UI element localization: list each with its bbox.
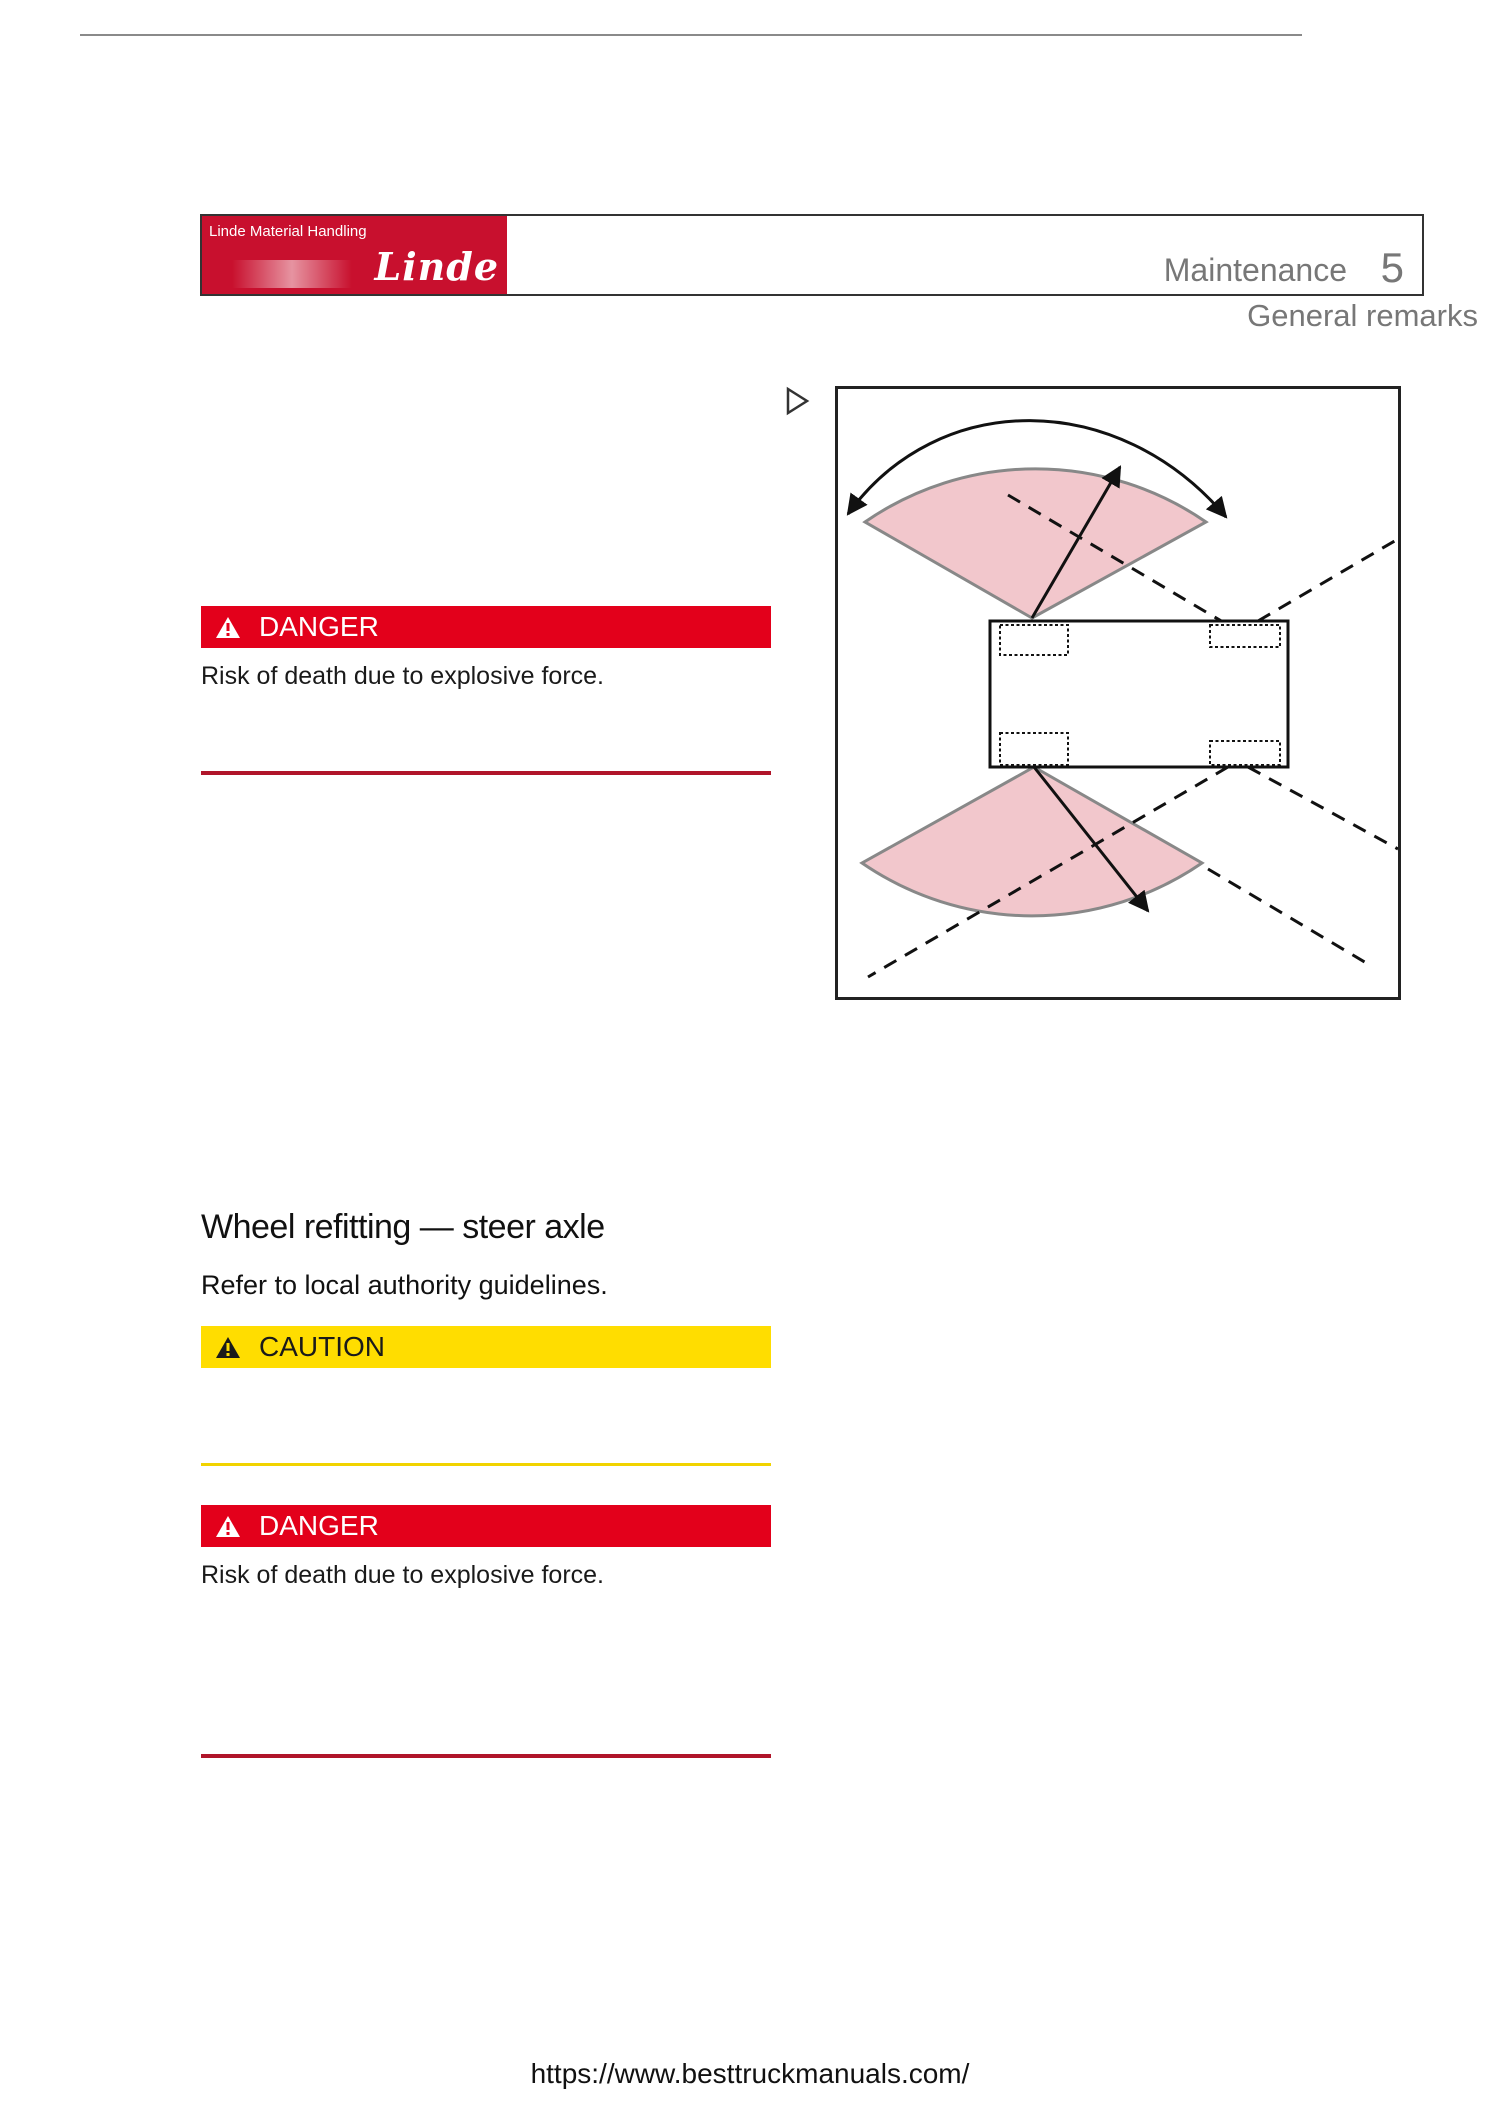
danger-bar [201,1505,771,1547]
chapter-number: 5 [1380,244,1404,291]
company-name: Linde Material Handling [209,223,367,240]
figure-marker-icon [785,386,811,416]
danger-text: Risk of death due to explosive force. [201,662,605,690]
top-rule [80,34,1302,36]
warning-triangle-icon [215,615,241,639]
page-header [200,214,1424,296]
caution-bar [201,1326,771,1368]
section-text: Refer to local authority guidelines. [201,1270,608,1300]
section-heading: Wheel refitting — steer axle [201,1208,605,1246]
danger-notice-2 [201,1505,771,1590]
danger-text: Risk of death due to explosive force. [201,1561,605,1589]
caution-end-rule [201,1463,771,1466]
subsection-title: General remarks [1247,298,1478,333]
upper-hazard-zone [865,469,1206,618]
brand-wordmark: Linde [374,244,499,289]
wheel-hazard-figure [835,386,1401,1000]
caution-notice [201,1326,771,1368]
lower-hazard-zone [862,767,1202,916]
danger-end-rule [201,771,771,775]
danger-label: DANGER [259,1510,379,1541]
linde-logo [202,216,507,294]
danger-end-rule [201,1754,771,1758]
vehicle-outline [990,621,1288,767]
footer-url-link[interactable]: https://www.besttruckmanuals.com/ [530,2058,970,2089]
section-title: Maintenance [1163,252,1347,288]
warning-triangle-icon [215,1335,241,1359]
caution-label: CAUTION [259,1331,385,1362]
danger-notice [201,606,771,691]
danger-label: DANGER [259,611,379,642]
danger-bar [201,606,771,648]
warning-triangle-icon [215,1514,241,1538]
